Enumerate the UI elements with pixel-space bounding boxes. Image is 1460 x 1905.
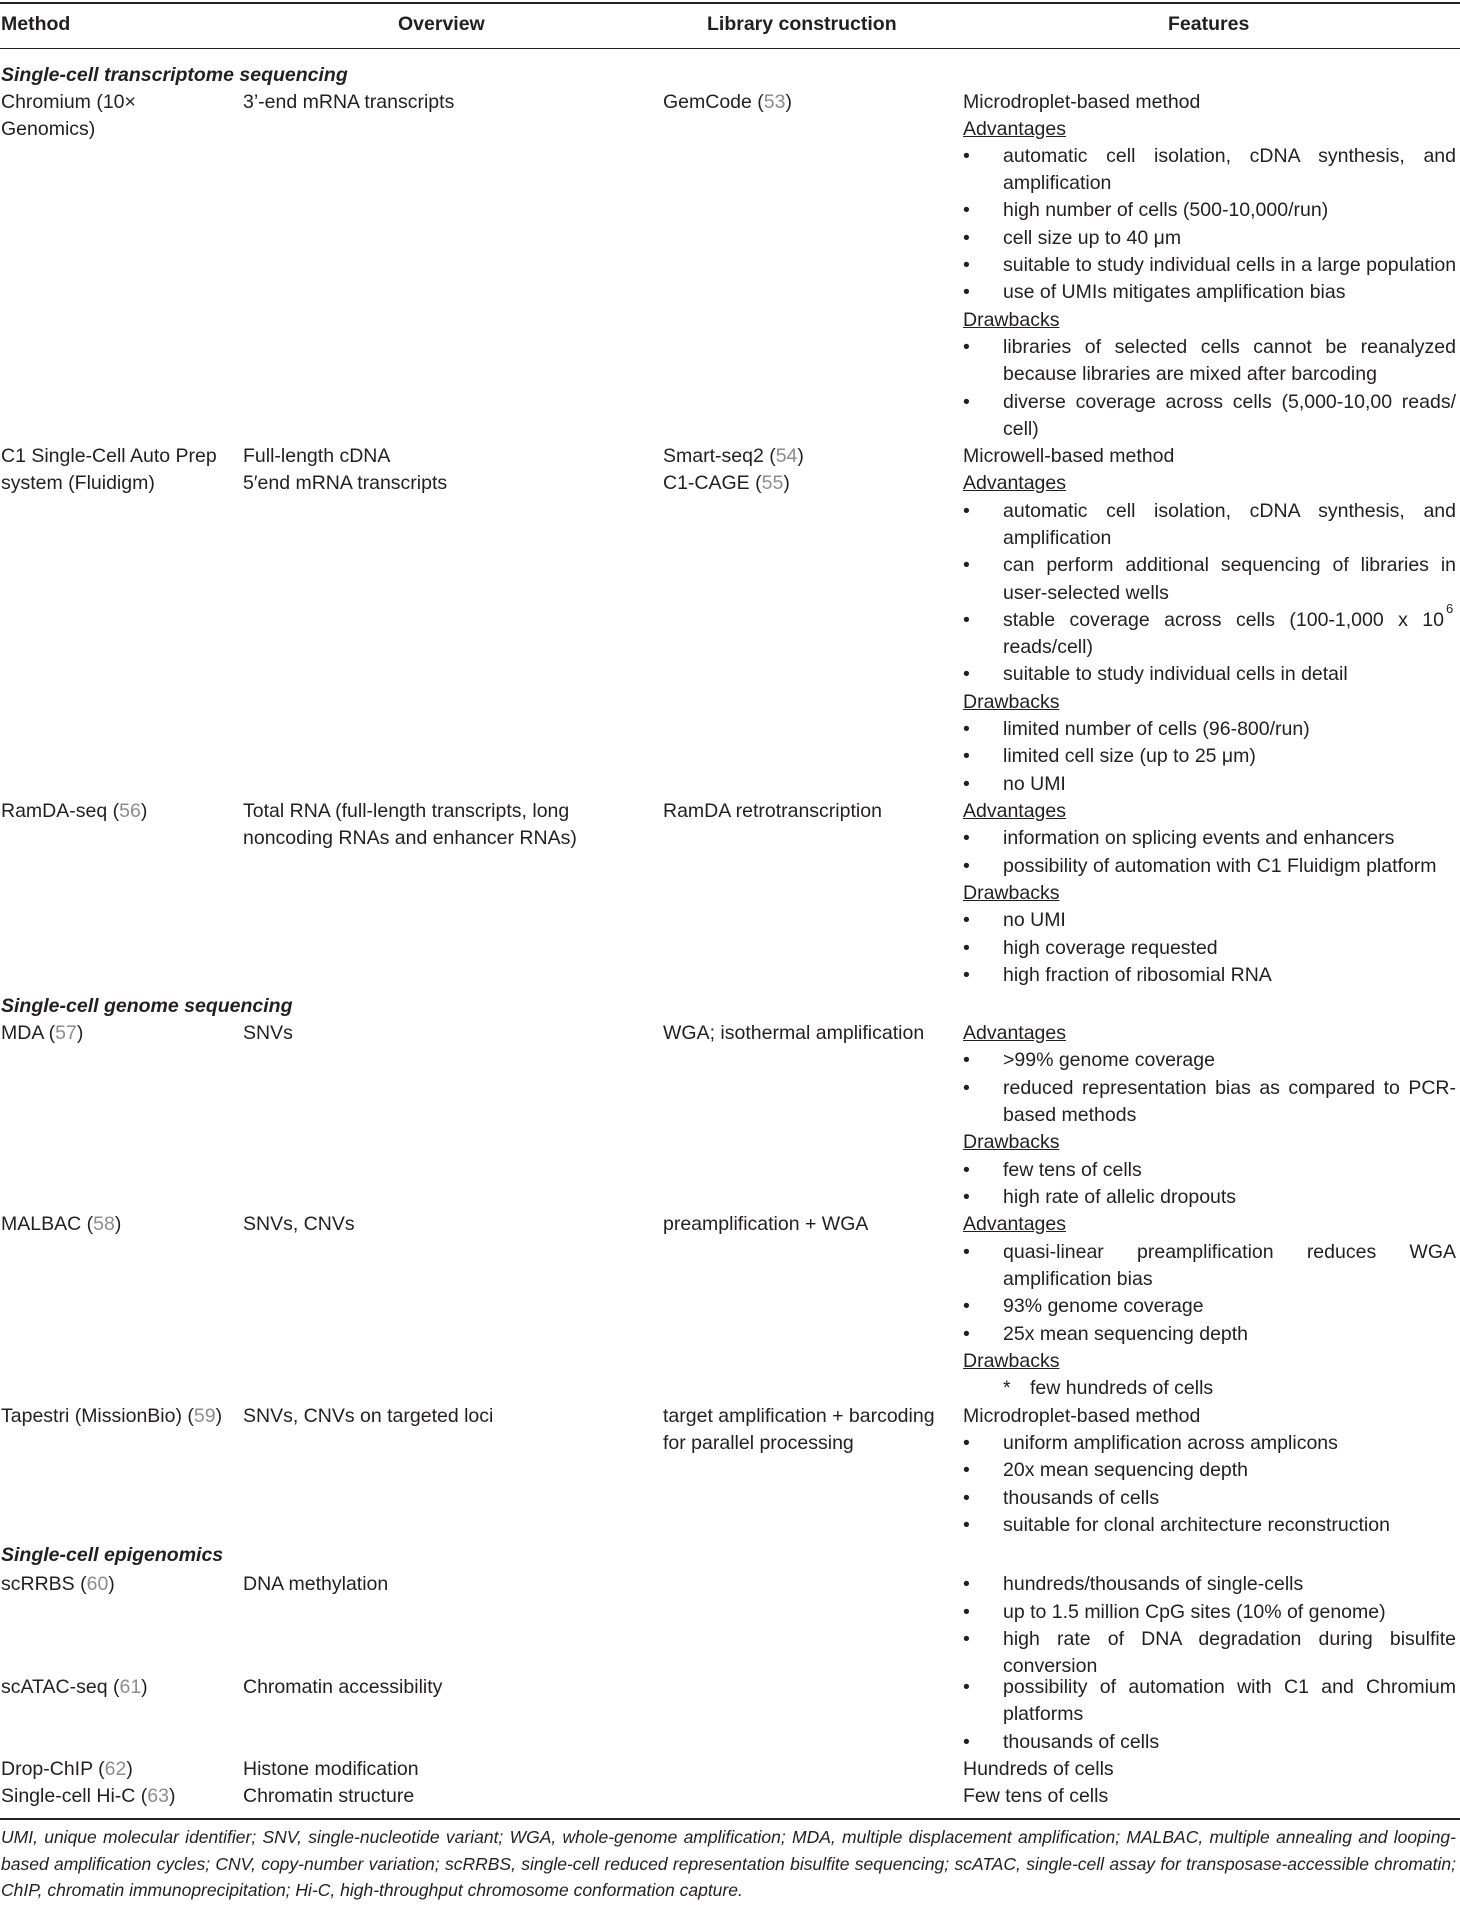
method-name: MDA (57) [1, 1022, 84, 1044]
citation-ref: 63 [147, 1785, 169, 1807]
feature-item: reduced representation bias as compared to PCR- [1003, 1077, 1456, 1099]
feature-item: 20x mean sequencing depth [1003, 1459, 1249, 1481]
bullet: • [963, 937, 970, 959]
citation-ref: 54 [775, 445, 798, 467]
feature-item: thousands of cells [1003, 1487, 1160, 1509]
bullet: • [963, 663, 970, 685]
method-name: Genomics) [1, 118, 96, 140]
bullet: • [963, 964, 970, 986]
library-text: RamDA retrotranscription [663, 800, 882, 822]
feature-item: high coverage requested [1003, 937, 1218, 959]
overview-text: Chromatin accessibility [243, 1676, 443, 1698]
feature-intro: Microwell-based method [963, 445, 1175, 467]
bullet: • [963, 336, 970, 358]
feature-item: platforms [1003, 1703, 1084, 1725]
advantages-label: Advantages [963, 472, 1066, 494]
citation-ref: 62 [104, 1758, 127, 1780]
method-name: scATAC-seq (61) [1, 1676, 148, 1698]
method-name: Tapestri (MissionBio) (59) [1, 1405, 223, 1427]
bullet: • [963, 1323, 970, 1345]
bullet: • [963, 1573, 970, 1595]
bullet: • [963, 500, 970, 522]
header-rule [0, 48, 1460, 49]
bullet: • [963, 281, 970, 303]
header-library: Library construction [707, 13, 897, 35]
feature-intro: Microdroplet-based method [963, 1405, 1201, 1427]
bottom-rule [0, 1818, 1460, 1820]
feature-item: hundreds/thousands of single-cells [1003, 1573, 1304, 1595]
superscript-exponent: 6 [1446, 601, 1454, 616]
overview-text: SNVs, CNVs on targeted loci [243, 1405, 494, 1427]
header-overview: Overview [398, 13, 485, 35]
citation-ref: 57 [55, 1022, 77, 1044]
bullet: • [963, 609, 970, 631]
method-name: system (Fluidigm) [1, 472, 155, 494]
overview-text: Chromatin structure [243, 1785, 415, 1807]
feature-item: based methods [1003, 1104, 1137, 1126]
bullet: • [963, 554, 970, 576]
feature-item: information on splicing events and enhancers [1003, 827, 1395, 849]
overview-text: 5′end mRNA transcripts [243, 472, 448, 494]
overview-text: DNA methylation [243, 1573, 389, 1595]
drawbacks-label: Drawbacks [963, 1131, 1060, 1153]
bullet: • [963, 254, 970, 276]
table-footnote: UMI, unique molecular identifier; SNV, single-nucleotide variant; WGA, whole-genome amplification; MDA, multiple displacement amplification; MALBAC, multiple annealing and looping-based amplification cycles; CNV, copy-number variation; scRRBS, single-cell reduced representation bisulfite sequencing; scATAC, single-cell assay for transposase-accessible chromatin; ChIP, chromatin immunoprecipitation; Hi-C, high-throughput chromosome conformation capture. [1, 1827, 1456, 1900]
library-text: target amplification + barcoding [663, 1405, 935, 1427]
bullet: • [963, 1628, 970, 1650]
overview-text: Total RNA (full-length transcripts, long [243, 800, 570, 822]
advantages-label: Advantages [963, 800, 1066, 822]
feature-item: cell) [1003, 418, 1039, 440]
feature-item: conversion [1003, 1655, 1098, 1677]
bullet: • [963, 1487, 970, 1509]
feature-item: high rate of allelic dropouts [1003, 1186, 1237, 1208]
feature-item: no UMI [1003, 773, 1066, 795]
bullet: • [963, 391, 970, 413]
citation-ref: 60 [86, 1573, 109, 1595]
bullet: • [963, 855, 970, 877]
drawbacks-label: Drawbacks [963, 1350, 1060, 1372]
advantages-label: Advantages [963, 1022, 1066, 1044]
method-name: C1 Single-Cell Auto Prep [1, 445, 217, 467]
feature-item: thousands of cells [1003, 1731, 1160, 1753]
bullet: • [963, 1601, 970, 1623]
feature-item: possibility of automation with C1 Fluidigm platform [1003, 855, 1437, 877]
feature-item: possibility of automation with C1 and Chromium [1003, 1676, 1456, 1698]
feature-item: limited cell size (up to 25 μm) [1003, 745, 1256, 767]
overview-text: 3’-end mRNA transcripts [243, 91, 455, 113]
section-title: Single-cell epigenomics [1, 1544, 224, 1566]
bullet: • [963, 145, 970, 167]
method-name: Drop-ChIP (62) [1, 1758, 133, 1780]
citation-ref: 56 [119, 800, 141, 822]
library-text: preamplification + WGA [663, 1213, 869, 1235]
feature-item: Few tens of cells [963, 1785, 1109, 1807]
feature-item: 25x mean sequencing depth [1003, 1323, 1249, 1345]
overview-text: SNVs [243, 1022, 293, 1044]
feature-item: high number of cells (500-10,000/run) [1003, 199, 1329, 221]
bullet: • [963, 1295, 970, 1317]
feature-item: >99% genome coverage [1003, 1049, 1215, 1071]
feature-item: libraries of selected cells cannot be reanalyzed [1003, 336, 1456, 358]
overview-text: Full-length cDNA [243, 445, 391, 467]
bullet: • [963, 1459, 970, 1481]
bullet: • [963, 1077, 970, 1099]
bullet: • [963, 827, 970, 849]
bullet: • [963, 718, 970, 740]
feature-item: can perform additional sequencing of libraries in [1003, 554, 1456, 576]
feature-item: because libraries are mixed after barcoding [1003, 363, 1377, 385]
advantages-label: Advantages [963, 118, 1066, 140]
bullet: • [963, 227, 970, 249]
feature-item: limited number of cells (96-800/run) [1003, 718, 1310, 740]
citation-ref: 59 [193, 1405, 216, 1427]
method-name: Single-cell Hi-C (63) [1, 1785, 176, 1807]
bullet: • [963, 1432, 970, 1454]
library-text: GemCode (53) [663, 91, 792, 113]
feature-item: suitable to study individual cells in detail [1003, 663, 1348, 685]
library-text: C1-CAGE (55) [663, 472, 790, 494]
bullet: • [963, 1731, 970, 1753]
top-rule [0, 2, 1460, 4]
library-text: WGA; isothermal amplification [663, 1022, 925, 1044]
feature-item: high fraction of ribosomial RNA [1003, 964, 1272, 986]
feature-item: amplification bias [1003, 1268, 1153, 1290]
feature-item: up to 1.5 million CpG sites (10% of genome) [1003, 1601, 1386, 1623]
header-method: Method [1, 13, 71, 35]
feature-item: user-selected wells [1003, 582, 1169, 604]
library-text: Smart-seq2 (54) [663, 445, 804, 467]
citation-ref: 53 [763, 91, 786, 113]
section-title: Single-cell transcriptome sequencing [1, 64, 348, 86]
drawbacks-label: Drawbacks [963, 882, 1060, 904]
method-name: Chromium (10× [1, 91, 136, 113]
feature-item: diverse coverage across cells (5,000-10,00 reads/ [1003, 391, 1456, 413]
feature-item: amplification [1003, 527, 1112, 549]
feature-item: suitable for clonal architecture reconstruction [1003, 1514, 1390, 1536]
asterisk-marker: * [1003, 1377, 1011, 1399]
bullet: • [963, 1049, 970, 1071]
drawbacks-label: Drawbacks [963, 309, 1060, 331]
citation-ref: 58 [93, 1213, 115, 1235]
feature-item: uniform amplification across amplicons [1003, 1432, 1338, 1454]
header-features: Features [1168, 13, 1250, 35]
feature-item: use of UMIs mitigates amplification bias [1003, 281, 1346, 303]
feature-item: cell size up to 40 μm [1003, 227, 1182, 249]
method-name: RamDA-seq (56) [1, 800, 148, 822]
feature-item: amplification [1003, 172, 1112, 194]
section-title: Single-cell genome sequencing [1, 995, 293, 1017]
method-name: MALBAC (58) [1, 1213, 122, 1235]
feature-item: automatic cell isolation, cDNA synthesis, and [1003, 500, 1456, 522]
overview-text: Histone modification [243, 1758, 419, 1780]
feature-item: high rate of DNA degradation during bisulfite [1003, 1628, 1456, 1650]
bullet: • [963, 199, 970, 221]
library-text: for parallel processing [663, 1432, 854, 1454]
feature-item: quasi-linear preamplification reduces WGA [1003, 1241, 1456, 1263]
advantages-label: Advantages [963, 1213, 1066, 1235]
feature-item: reads/cell) [1003, 636, 1093, 658]
feature-item: 93% genome coverage [1003, 1295, 1204, 1317]
feature-item: suitable to study individual cells in a large population [1003, 254, 1457, 276]
bullet: • [963, 1514, 970, 1536]
bullet: • [963, 1159, 970, 1181]
feature-item: no UMI [1003, 909, 1066, 931]
citation-ref: 61 [119, 1676, 142, 1698]
overview-text: SNVs, CNVs [243, 1213, 355, 1235]
feature-item: automatic cell isolation, cDNA synthesis, and [1003, 145, 1456, 167]
bullet: • [963, 773, 970, 795]
overview-text: noncoding RNAs and enhancer RNAs) [243, 827, 577, 849]
feature-item: few hundreds of cells [1030, 1377, 1214, 1399]
bullet: • [963, 745, 970, 767]
feature-item: few tens of cells [1003, 1159, 1142, 1181]
feature-intro: Microdroplet-based method [963, 91, 1201, 113]
method-name: scRRBS (60) [1, 1573, 115, 1595]
bullet: • [963, 1186, 970, 1208]
feature-item: stable coverage across cells (100-1,000 x 10 [1003, 609, 1444, 631]
bullet: • [963, 909, 970, 931]
citation-ref: 55 [761, 472, 784, 494]
feature-item: Hundreds of cells [963, 1758, 1114, 1780]
drawbacks-label: Drawbacks [963, 691, 1060, 713]
bullet: • [963, 1241, 970, 1263]
bullet: • [963, 1676, 970, 1698]
